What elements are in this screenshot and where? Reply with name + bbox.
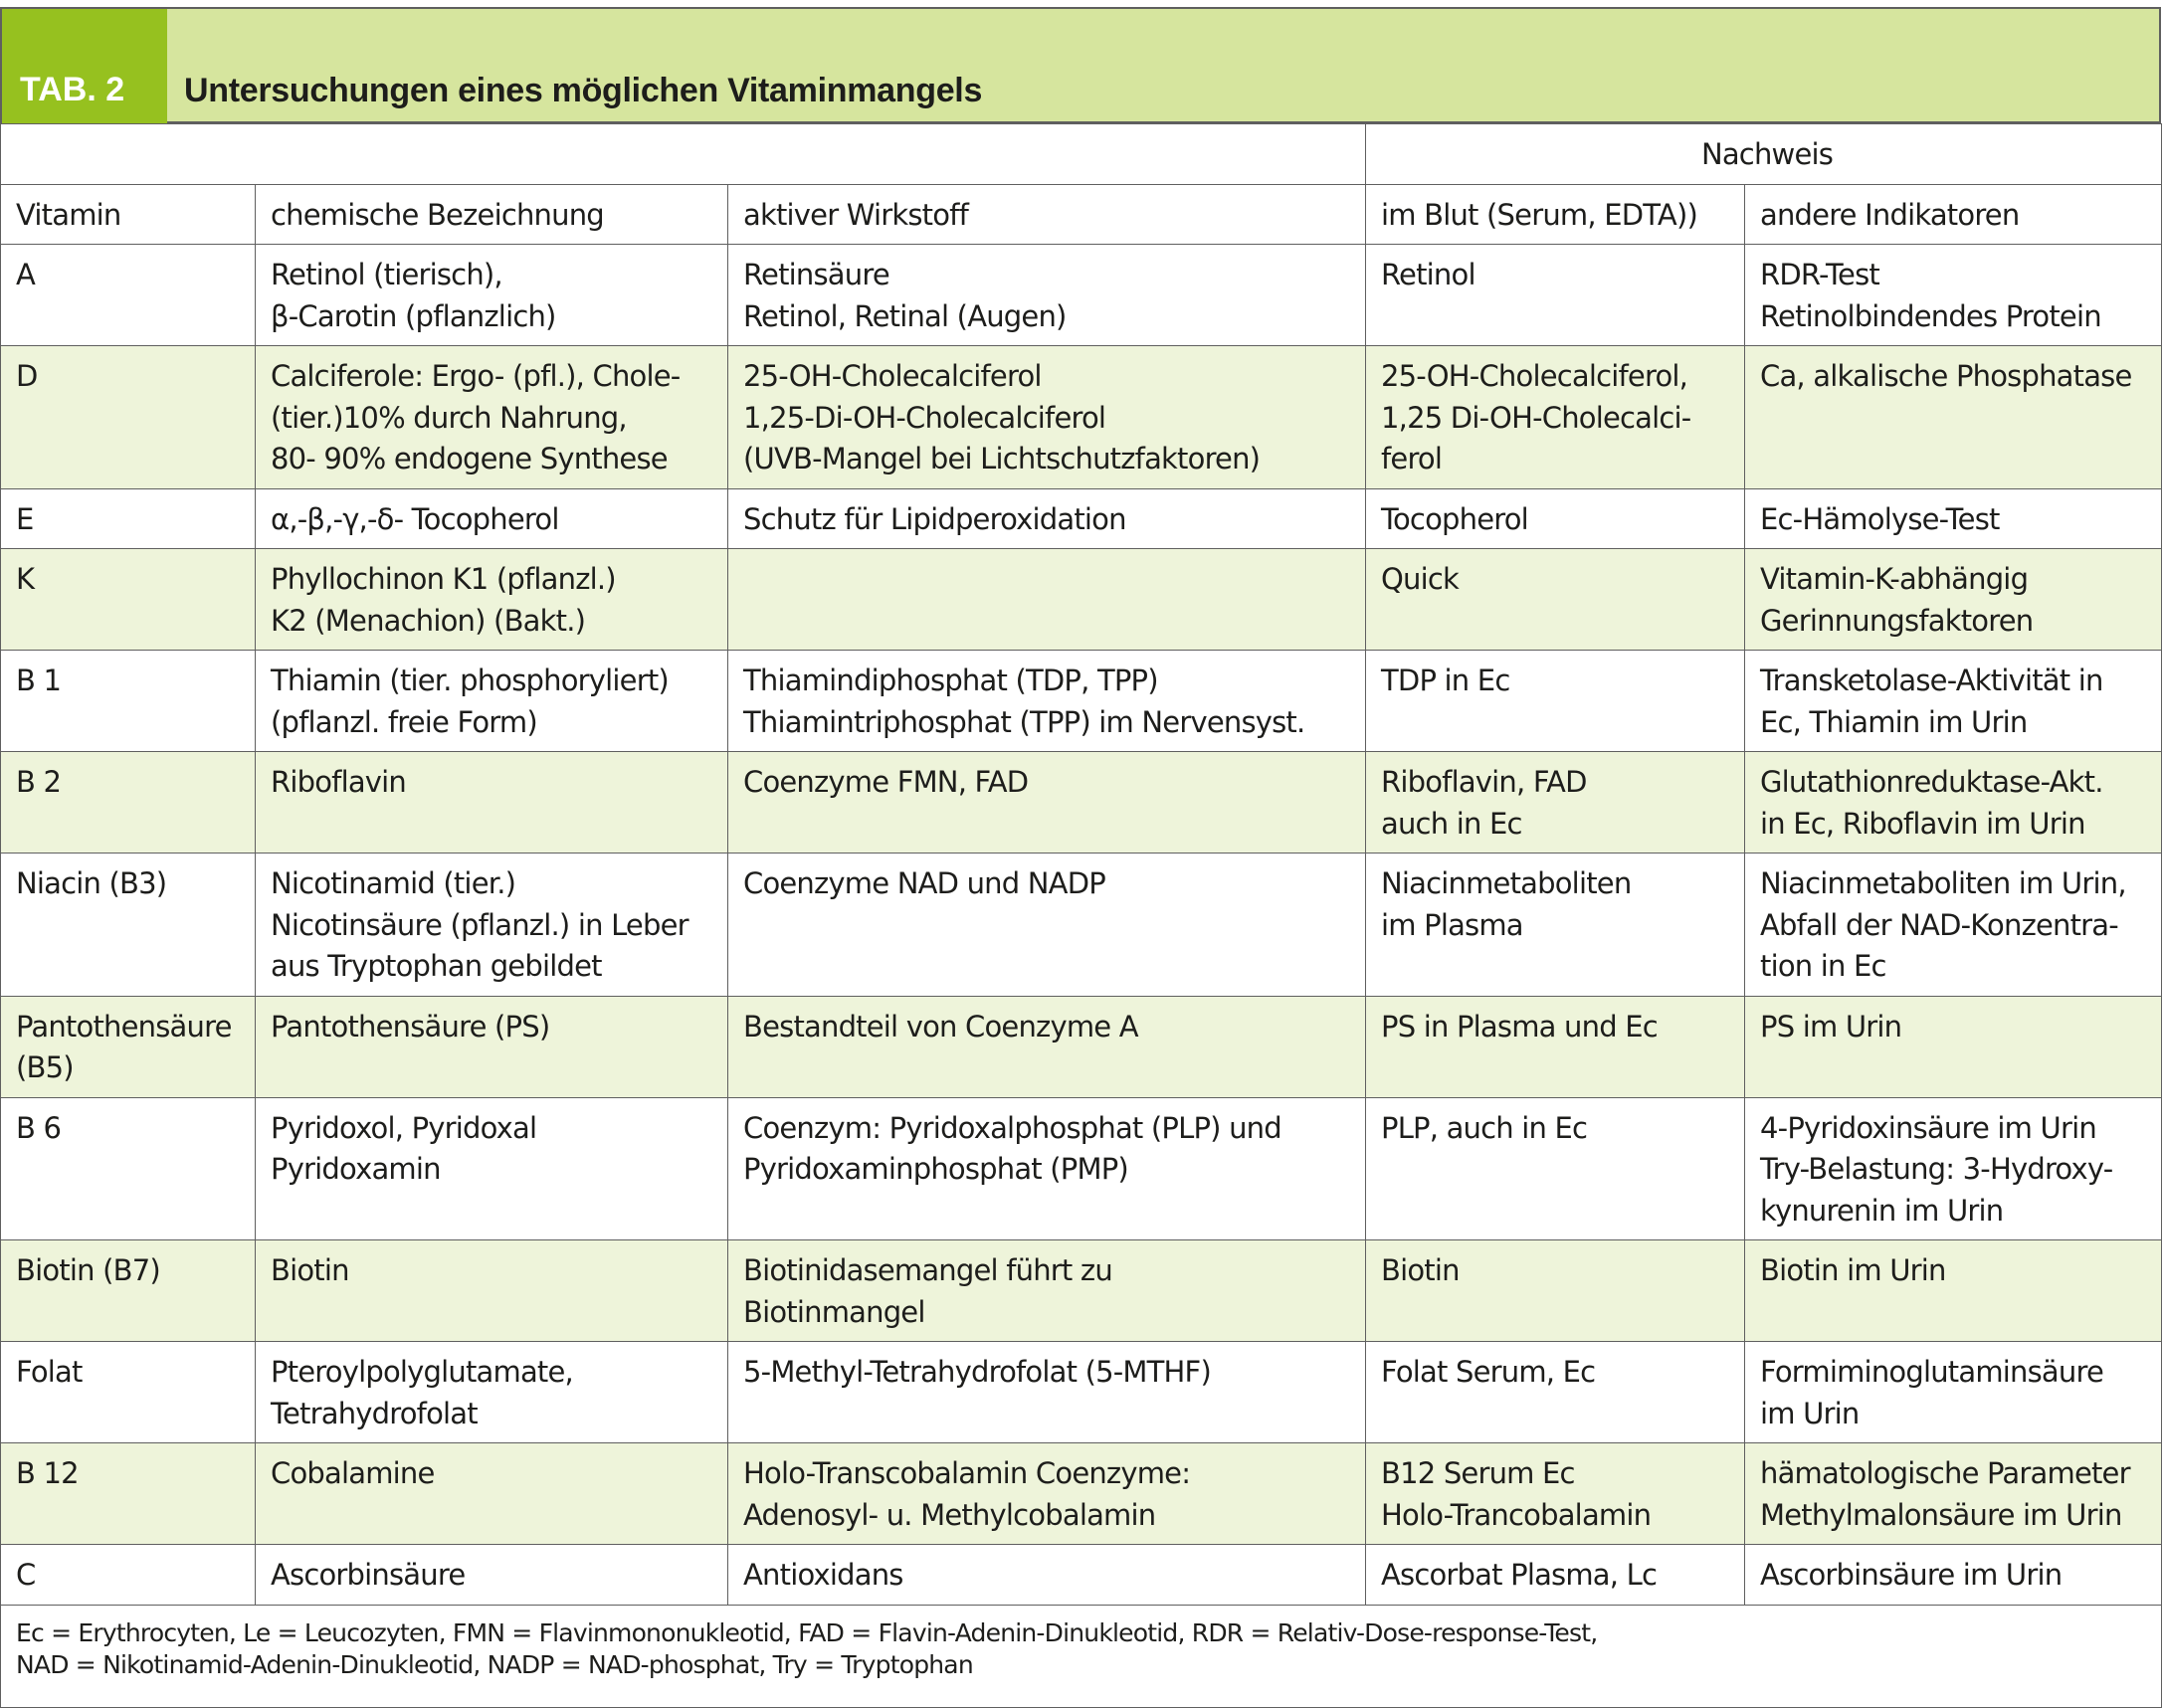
table-number-label: TAB. 2 [2, 9, 167, 123]
table-cell: Pantothensäure (B5) [1, 996, 256, 1097]
table-cell: PS in Plasma und Ec [1366, 996, 1745, 1097]
table-cell: Biotinidasemangel führt zu Biotinmangel [728, 1240, 1366, 1342]
table-cell: Pantothensäure (PS) [256, 996, 728, 1097]
table-cell: Ca, alkalische Phosphatase [1745, 346, 2162, 489]
table-cell: Holo-Transcobalamin Coenzyme: Adenosyl- u. Methylcobalamin [728, 1443, 1366, 1545]
table-cell: Ascorbat Plasma, Lc [1366, 1545, 1745, 1606]
table-cell: Coenzyme NAD und NADP [728, 854, 1366, 997]
table-row [1, 1240, 2162, 1342]
table-cell: 4-Pyridoxinsäure im Urin Try-Belastung: 3-Hydroxy- kynurenin im Urin [1745, 1097, 2162, 1240]
table-row [1, 854, 2162, 997]
table-cell: Calciferole: Ergo- (pfl.), Chole- (tier.)10% durch Nahrung, 80- 90% endogene Synthese [256, 346, 728, 489]
table-cell: Folat [1, 1342, 256, 1443]
vitamin-table-page [0, 7, 2161, 1708]
table-cell: Quick [1366, 549, 1745, 651]
table-cell: Retinol (tierisch), β-Carotin (pflanzlich) [256, 245, 728, 346]
table-cell: Pteroylpolyglutamate, Tetrahydrofolat [256, 1342, 728, 1443]
table-cell: Riboflavin [256, 752, 728, 854]
table-cell: B 2 [1, 752, 256, 854]
footnote: Ec = Erythrocyten, Le = Leucozyten, FMN = Flavinmononukleotid, FAD = Flavin-Adenin-Dinukleotid, RDR = Relativ-Dose-response-Test, NAD = Nikotinamid-Adenin-Dinukleotid, NADP = NAD-phosphat, Try = Tryptophan [1, 1605, 2162, 1707]
table-cell: Niacinmetaboliten im Plasma [1366, 854, 1745, 997]
table-cell: PLP, auch in Ec [1366, 1097, 1745, 1240]
table-cell: Thiamindiphosphat (TDP, TPP) Thiamintriphosphat (TPP) im Nervensyst. [728, 651, 1366, 752]
table-cell: Biotin [1366, 1240, 1745, 1342]
table-cell: Ascorbinsäure [256, 1545, 728, 1606]
table-cell: Coenzym: Pyridoxalphosphat (PLP) und Pyridoxaminphosphat (PMP) [728, 1097, 1366, 1240]
table-cell: Ec-Hämolyse-Test [1745, 488, 2162, 549]
table-cell: Antioxidans [728, 1545, 1366, 1606]
table-cell: PS im Urin [1745, 996, 2162, 1097]
table-row [1, 488, 2162, 549]
table-cell: Cobalamine [256, 1443, 728, 1545]
table-cell: Nicotinamid (tier.) Nicotinsäure (pflanzl.) in Leber aus Tryptophan gebildet [256, 854, 728, 997]
table-cell: Biotin [256, 1240, 728, 1342]
group-header-row [1, 124, 2162, 185]
table-row [1, 996, 2162, 1097]
table-cell: Biotin im Urin [1745, 1240, 2162, 1342]
table-cell: Formiminoglutaminsäure im Urin [1745, 1342, 2162, 1443]
table-cell: Vitamin-K-abhängig Gerinnungsfaktoren [1745, 549, 2162, 651]
table-cell: Transketolase-Aktivität in Ec, Thiamin im Urin [1745, 651, 2162, 752]
table-cell [728, 549, 1366, 651]
table-cell: Niacinmetaboliten im Urin, Abfall der NAD-Konzentra- tion in Ec [1745, 854, 2162, 997]
table-cell: RDR-Test Retinolbindendes Protein [1745, 245, 2162, 346]
footnote-row [1, 1605, 2162, 1707]
table-cell: Pyridoxol, Pyridoxal Pyridoxamin [256, 1097, 728, 1240]
table-cell: Niacin (B3) [1, 854, 256, 997]
table-title-bar [0, 7, 2161, 123]
table-cell: B 1 [1, 651, 256, 752]
table-cell: E [1, 488, 256, 549]
table-title: Untersuchungen eines möglichen Vitaminmangels [184, 72, 983, 109]
table-row [1, 245, 2162, 346]
table-row [1, 1097, 2162, 1240]
table-cell: hämatologische Parameter Methylmalonsäure im Urin [1745, 1443, 2162, 1545]
table-cell: K [1, 549, 256, 651]
table-cell: 5-Methyl-Tetrahydrofolat (5-MTHF) [728, 1342, 1366, 1443]
table-cell: Thiamin (tier. phosphoryliert) (pflanzl. freie Form) [256, 651, 728, 752]
table-cell: Retinsäure Retinol, Retinal (Augen) [728, 245, 1366, 346]
table-cell: B12 Serum Ec Holo-Trancobalamin [1366, 1443, 1745, 1545]
column-header: Vitamin [1, 184, 256, 245]
vitamin-table [0, 123, 2162, 1708]
table-cell: Ascorbinsäure im Urin [1745, 1545, 2162, 1606]
table-row [1, 549, 2162, 651]
column-header: aktiver Wirkstoff [728, 184, 1366, 245]
table-cell: B 12 [1, 1443, 256, 1545]
table-row [1, 1545, 2162, 1606]
column-header: chemische Bezeichnung [256, 184, 728, 245]
table-cell: Retinol [1366, 245, 1745, 346]
table-cell: Tocopherol [1366, 488, 1745, 549]
table-cell: Coenzyme FMN, FAD [728, 752, 1366, 854]
table-cell: Bestandteil von Coenzyme A [728, 996, 1366, 1097]
table-row [1, 1443, 2162, 1545]
table-cell: α,-β,-γ,-δ- Tocopherol [256, 488, 728, 549]
table-row [1, 346, 2162, 489]
table-cell: TDP in Ec [1366, 651, 1745, 752]
table-cell: Riboflavin, FAD auch in Ec [1366, 752, 1745, 854]
table-cell: Folat Serum, Ec [1366, 1342, 1745, 1443]
group-header-nachweis: Nachweis [1366, 124, 2162, 185]
group-header-empty [1, 124, 1366, 185]
table-cell: 25-OH-Cholecalciferol 1,25-Di-OH-Cholecalciferol (UVB-Mangel bei Lichtschutzfaktoren) [728, 346, 1366, 489]
table-cell: B 6 [1, 1097, 256, 1240]
table-cell: A [1, 245, 256, 346]
table-cell: Schutz für Lipidperoxidation [728, 488, 1366, 549]
table-cell: 25-OH-Cholecalciferol, 1,25 Di-OH-Cholecalci- ferol [1366, 346, 1745, 489]
table-cell: Biotin (B7) [1, 1240, 256, 1342]
table-row [1, 651, 2162, 752]
table-cell: D [1, 346, 256, 489]
table-cell: Glutathionreduktase-Akt. in Ec, Riboflavin im Urin [1745, 752, 2162, 854]
table-row [1, 1342, 2162, 1443]
column-header-row [1, 184, 2162, 245]
table-cell: Phyllochinon K1 (pflanzl.) K2 (Menachion) (Bakt.) [256, 549, 728, 651]
column-header: im Blut (Serum, EDTA)) [1366, 184, 1745, 245]
column-header: andere Indikatoren [1745, 184, 2162, 245]
table-cell: C [1, 1545, 256, 1606]
table-row [1, 752, 2162, 854]
